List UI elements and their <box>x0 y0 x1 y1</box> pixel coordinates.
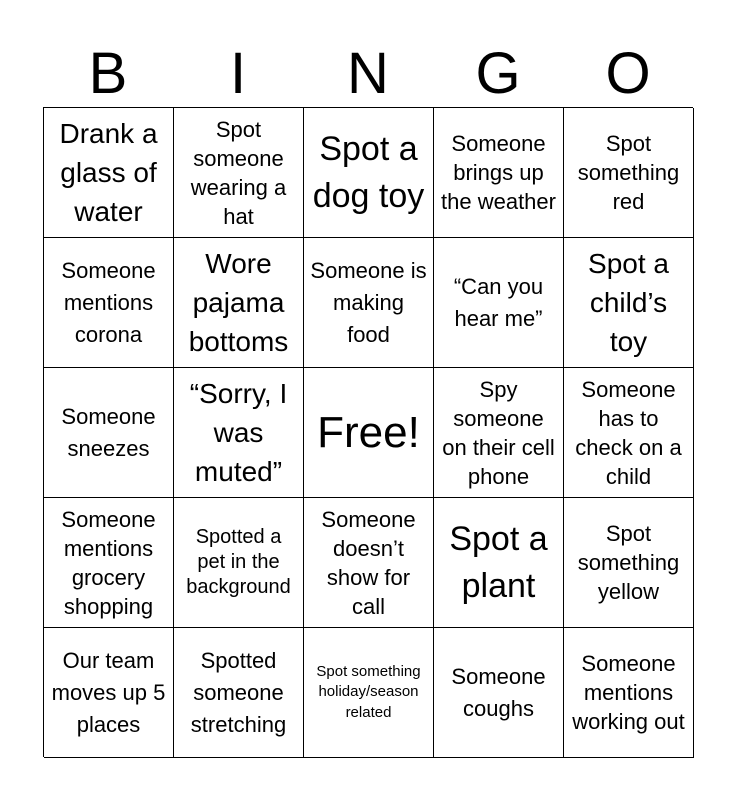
header-letter-o: O <box>605 41 651 106</box>
free-space[interactable] <box>304 368 434 498</box>
bingo-cell[interactable] <box>174 628 304 758</box>
cell-text: Spot something holiday/season related <box>316 662 421 721</box>
bingo-cell[interactable] <box>434 368 564 498</box>
cell-text: Spot a dog toy <box>312 129 425 215</box>
cell-text: Spot something yellow <box>577 521 680 604</box>
cell-text: Someone doesn’t show for call <box>321 506 416 619</box>
bingo-cell[interactable] <box>44 238 174 368</box>
bingo-cell[interactable] <box>304 238 434 368</box>
cell-text: Spot a child’s toy <box>588 248 669 357</box>
cell-text: Spy someone on their cell phone <box>442 376 555 489</box>
header-letter-i: I <box>229 41 247 106</box>
cell-text: Drank a glass of water <box>59 118 158 227</box>
bingo-cell[interactable] <box>564 628 694 758</box>
bingo-cell[interactable] <box>304 108 434 238</box>
header-letter-g: G <box>475 41 521 106</box>
bingo-cell[interactable] <box>434 498 564 628</box>
cell-text: Spot someone wearing a hat <box>190 116 287 229</box>
free-space-text: Free! <box>317 407 420 457</box>
bingo-cell[interactable] <box>564 238 694 368</box>
cell-text: Our team moves up 5 places <box>51 647 166 737</box>
cell-text: Someone has to check on a child <box>575 376 682 489</box>
bingo-cell[interactable] <box>174 498 304 628</box>
cell-text: Spot something red <box>577 131 680 214</box>
bingo-cell[interactable] <box>44 498 174 628</box>
bingo-cell[interactable] <box>434 108 564 238</box>
cell-text: Someone coughs <box>451 663 546 721</box>
bingo-cell[interactable] <box>174 238 304 368</box>
cell-text: Spotted someone stretching <box>190 647 287 737</box>
bingo-cell[interactable] <box>564 498 694 628</box>
cell-text: Wore pajama bottoms <box>188 248 289 357</box>
bingo-cell[interactable] <box>564 108 694 238</box>
cell-text: “Sorry, I was muted” <box>189 378 288 487</box>
cell-text: Someone sneezes <box>61 403 156 461</box>
header-letter-b: B <box>88 41 128 106</box>
bingo-header <box>43 40 693 108</box>
cell-text: Someone mentions working out <box>572 651 685 734</box>
cell-text: Someone mentions corona <box>61 257 156 347</box>
cell-text: Someone mentions grocery shopping <box>61 506 156 619</box>
bingo-cell[interactable] <box>174 108 304 238</box>
cell-text: Spot a plant <box>449 519 548 605</box>
cell-text: Someone is making food <box>310 257 427 347</box>
bingo-cell[interactable] <box>174 368 304 498</box>
cell-text: Spotted a pet in the background <box>186 526 291 598</box>
bingo-cell[interactable] <box>44 108 174 238</box>
bingo-cell[interactable] <box>44 628 174 758</box>
bingo-grid <box>43 107 693 757</box>
bingo-cell[interactable] <box>434 238 564 368</box>
bingo-cell[interactable] <box>564 368 694 498</box>
bingo-cell[interactable] <box>434 628 564 758</box>
header-letter-n: N <box>347 41 389 106</box>
bingo-cell[interactable] <box>304 628 434 758</box>
bingo-cell[interactable] <box>304 498 434 628</box>
cell-text: Someone brings up the weather <box>441 131 556 214</box>
cell-text: “Can you hear me” <box>453 273 544 331</box>
bingo-cell[interactable] <box>44 368 174 498</box>
